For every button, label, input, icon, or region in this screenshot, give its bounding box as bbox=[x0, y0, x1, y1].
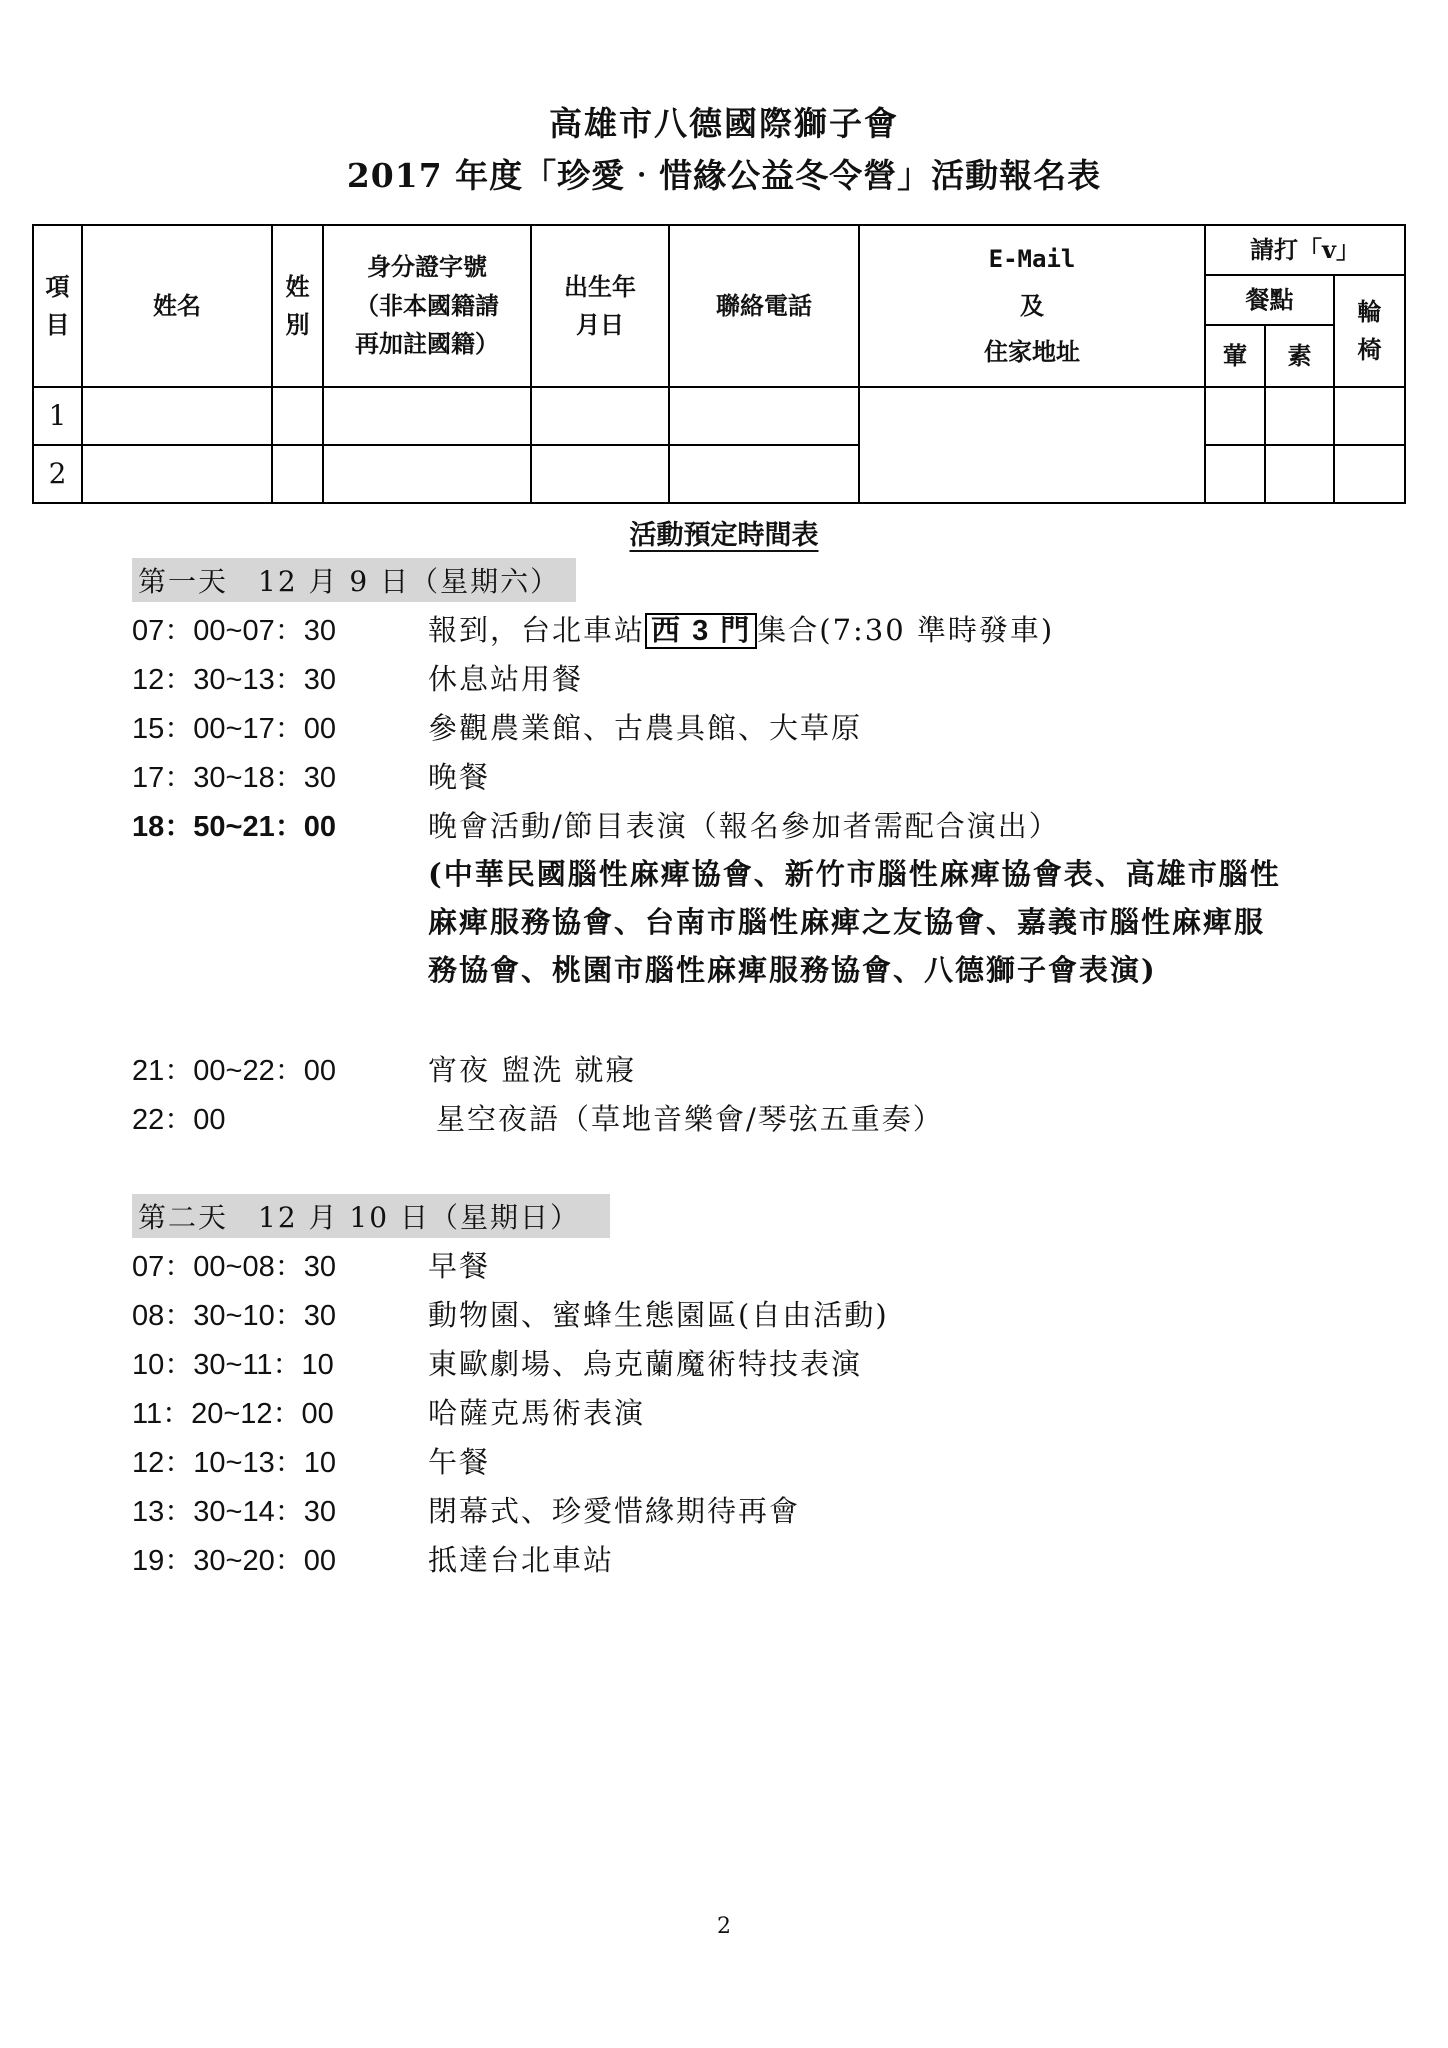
schedule-activity: 晚餐 bbox=[428, 760, 491, 794]
registration-table bbox=[32, 224, 1406, 504]
gender-cell[interactable] bbox=[272, 387, 323, 445]
schedule-activity: 參觀農業館、古農具館、大草原 bbox=[428, 711, 863, 745]
id-cell[interactable] bbox=[323, 387, 531, 445]
header-phone: 聯絡電話 bbox=[669, 225, 859, 387]
page-number: 2 bbox=[717, 1914, 731, 1939]
schedule-activity: 晚會活動/節目表演（報名參加者需配合演出） bbox=[428, 809, 1060, 843]
wheelchair-cell[interactable] bbox=[1334, 445, 1405, 503]
day1-label: 第一天 12 月 9 日（星期六） bbox=[132, 558, 576, 602]
form-title: 2017 年度「珍愛‧惜緣公益冬令營」活動報名表 bbox=[346, 156, 1102, 195]
header-meal: 餐點 bbox=[1205, 275, 1334, 325]
schedule-time: 12：30~13：30 bbox=[132, 664, 336, 696]
schedule-time: 10：30~11：10 bbox=[132, 1349, 334, 1381]
wheelchair-cell[interactable] bbox=[1334, 387, 1405, 445]
performing-groups-note: (中華民國腦性麻痺協會、新竹市腦性麻痺協會表、高雄市腦性麻痺服務協會、台南市腦性麻痺之友協會、嘉義市腦性麻痺服務協會、桃園市腦性麻痺服務協會、八德獅子會表演) bbox=[428, 857, 1281, 987]
name-cell[interactable] bbox=[82, 387, 272, 445]
row-number: 1 bbox=[33, 387, 82, 445]
schedule-time: 07：00~07：30 bbox=[132, 615, 336, 647]
schedule-time: 22：00 bbox=[132, 1104, 226, 1136]
name-cell[interactable] bbox=[82, 445, 272, 503]
activity-text-end: 集合(7:30 準時發車) bbox=[757, 613, 1055, 647]
schedule-title bbox=[0, 513, 1448, 552]
header-wheelchair: 輪椅 bbox=[1334, 275, 1405, 387]
schedule-time: 19：30~20：00 bbox=[132, 1545, 336, 1577]
phone-cell[interactable] bbox=[669, 445, 859, 503]
email-address-cell[interactable] bbox=[859, 387, 1205, 503]
schedule-activity: 宵夜 盥洗 就寢 bbox=[428, 1053, 637, 1087]
row-number: 2 bbox=[33, 445, 82, 503]
header-email-line1: E-Mail bbox=[988, 245, 1076, 274]
schedule-activity: 休息站用餐 bbox=[428, 662, 584, 696]
schedule-time: 12：10~13：10 bbox=[132, 1447, 336, 1479]
schedule-activity bbox=[428, 608, 1308, 649]
schedule-activity: 抵達台北車站 bbox=[428, 1543, 615, 1577]
header-email-address bbox=[859, 225, 1205, 387]
header-meat: 葷 bbox=[1205, 325, 1265, 387]
schedule-activity: 星空夜語（草地音樂會/琴弦五重奏） bbox=[436, 1102, 944, 1136]
header-check: 請打「v」 bbox=[1205, 225, 1405, 275]
phone-cell[interactable] bbox=[669, 387, 859, 445]
header-email-line3: 住家地址 bbox=[984, 337, 1080, 367]
dob-cell[interactable] bbox=[531, 445, 669, 503]
schedule-time: 11：20~12：00 bbox=[132, 1398, 334, 1430]
meat-cell[interactable] bbox=[1205, 387, 1265, 445]
meat-cell[interactable] bbox=[1205, 445, 1265, 503]
dob-cell[interactable] bbox=[531, 387, 669, 445]
header-gender: 姓別 bbox=[272, 225, 323, 387]
schedule-activity: 早餐 bbox=[428, 1249, 491, 1283]
gender-cell[interactable] bbox=[272, 445, 323, 503]
header-id-number: 身分證字號（非本國籍請再加註國籍） bbox=[323, 225, 531, 387]
activity-text: 報到，台北車站 bbox=[428, 613, 646, 647]
schedule-activity: 閉幕式、珍愛惜緣期待再會 bbox=[428, 1494, 801, 1528]
veg-cell[interactable] bbox=[1265, 387, 1334, 445]
schedule-time: 07：00~08：30 bbox=[132, 1251, 336, 1283]
schedule-time: 18：50~21：00 bbox=[132, 811, 336, 843]
table-row bbox=[33, 387, 1405, 445]
header-email-line2: 及 bbox=[1020, 290, 1044, 320]
schedule-time: 08：30~10：30 bbox=[132, 1300, 336, 1332]
schedule-title-text: 活動預定時間表 bbox=[629, 520, 819, 551]
header-name: 姓名 bbox=[82, 225, 272, 387]
schedule-time: 15：00~17：00 bbox=[132, 713, 336, 745]
schedule-activity: 東歐劇場、烏克蘭魔術特技表演 bbox=[428, 1347, 863, 1381]
header-dob: 出生年月日 bbox=[531, 225, 669, 387]
veg-cell[interactable] bbox=[1265, 445, 1334, 503]
id-cell[interactable] bbox=[323, 445, 531, 503]
schedule-activity: 哈薩克馬術表演 bbox=[428, 1396, 646, 1430]
schedule-time: 21：00~22：00 bbox=[132, 1055, 336, 1087]
header-item: 項目 bbox=[33, 225, 82, 387]
schedule-time: 13：30~14：30 bbox=[132, 1496, 336, 1528]
schedule-activity: 動物園、蜜蜂生態園區(自由活動) bbox=[428, 1298, 889, 1332]
schedule-activity: 午餐 bbox=[428, 1445, 491, 1479]
meeting-gate-box: 西 3 門 bbox=[645, 613, 757, 649]
schedule-time: 17：30~18：30 bbox=[132, 762, 336, 794]
header-veg: 素 bbox=[1265, 325, 1334, 387]
org-title: 高雄市八德國際獅子會 bbox=[549, 104, 899, 143]
day2-label: 第二天 12 月 10 日（星期日） bbox=[132, 1194, 610, 1238]
